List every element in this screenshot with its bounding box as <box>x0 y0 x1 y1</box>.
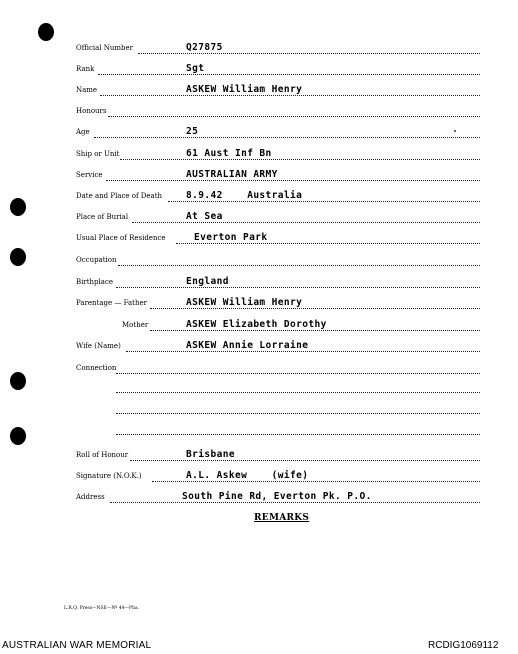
row-usual-residence <box>76 232 480 246</box>
dotted-line <box>100 95 480 96</box>
date-place-death-value: 8.9.42 Australia <box>186 190 303 201</box>
dotted-line <box>150 308 480 309</box>
wife-label: Wife (Name) <box>76 342 121 350</box>
row-honours <box>76 105 480 119</box>
row-signature-nok <box>76 470 480 484</box>
row-parentage-mother <box>76 319 480 333</box>
row-parentage-father <box>76 297 480 311</box>
connection-line-4 <box>116 434 480 435</box>
dotted-line <box>150 330 480 331</box>
row-connection <box>76 362 480 376</box>
connection-line-3 <box>116 413 480 414</box>
dotted-line <box>120 159 480 160</box>
punch-hole-3 <box>10 372 26 390</box>
honours-label: Honours <box>76 107 107 115</box>
row-birthplace <box>76 276 480 290</box>
parentage-father-label: Parentage — Father <box>76 299 147 307</box>
place-of-burial-label: Place of Burial <box>76 213 129 221</box>
dotted-line <box>116 287 480 288</box>
connection-line-2 <box>116 392 480 393</box>
ship-or-unit-label: Ship or Unit <box>76 150 120 158</box>
name-value: ASKEW William Henry <box>186 84 303 95</box>
row-address <box>76 491 480 505</box>
dotted-line <box>108 116 480 117</box>
service-value: AUSTRALIAN ARMY <box>186 169 278 180</box>
birthplace-label: Birthplace <box>76 278 114 286</box>
parentage-father-value: ASKEW William Henry <box>186 297 303 308</box>
dotted-line <box>138 53 480 54</box>
place-of-burial-value: At Sea <box>186 211 223 222</box>
signature-nok-label: Signature (N.O.K.) <box>76 472 142 480</box>
row-occupation <box>76 254 480 268</box>
row-wife <box>76 340 480 354</box>
footer-source: AUSTRALIAN WAR MEMORIAL <box>2 640 152 651</box>
service-label: Service <box>76 171 103 179</box>
dotted-line <box>106 180 480 181</box>
dotted-line <box>94 137 480 138</box>
occupation-label: Occupation <box>76 256 117 264</box>
usual-residence-value: Everton Park <box>194 232 268 243</box>
footer-id: RCDIG1069112 <box>428 640 499 651</box>
signature-nok-value: A.L. Askew (wife) <box>186 470 309 481</box>
punch-hole-2 <box>10 248 26 266</box>
dotted-line <box>110 502 480 503</box>
parentage-mother-label: Mother <box>122 321 149 329</box>
dotted-line <box>130 460 480 461</box>
row-age <box>76 126 480 140</box>
dotted-line <box>116 373 480 374</box>
dotted-line <box>176 243 480 244</box>
birthplace-value: England <box>186 276 229 287</box>
punch-hole-1 <box>10 198 26 216</box>
connection-label: Connection <box>76 364 117 372</box>
usual-residence-label: Usual Place of Residence <box>76 234 166 242</box>
address-label: Address <box>76 493 105 501</box>
dotted-line <box>168 201 480 202</box>
dotted-line <box>118 265 480 266</box>
name-label: Name <box>76 86 98 94</box>
ship-or-unit-value: 61 Aust Inf Bn <box>186 148 272 159</box>
roll-of-honour-label: Roll of Honour <box>76 451 129 459</box>
wife-value: ASKEW Annie Lorraine <box>186 340 309 351</box>
row-place-of-burial <box>76 211 480 225</box>
row-service <box>76 169 480 183</box>
dotted-line <box>126 351 480 352</box>
address-value: South Pine Rd, Everton Pk. P.O. <box>182 491 372 502</box>
form-number: L.R.Q. Press—NSE—Nº 44—Pha. <box>64 606 140 611</box>
row-official-number <box>76 42 480 56</box>
row-date-place-death <box>76 190 480 204</box>
parentage-mother-value: ASKEW Elizabeth Dorothy <box>186 319 327 330</box>
official-number-value: Q27875 <box>186 42 223 53</box>
row-ship-or-unit <box>76 148 480 162</box>
punch-hole-4 <box>10 427 26 445</box>
roll-of-honour-value: Brisbane <box>186 449 235 460</box>
dotted-line <box>98 74 480 75</box>
punch-hole-top <box>38 23 54 41</box>
row-roll-of-honour <box>76 449 480 463</box>
row-name <box>76 84 480 98</box>
rank-value: Sgt <box>186 63 205 74</box>
age-value: 25 <box>186 126 199 137</box>
age-label: Age <box>76 128 90 136</box>
rank-label: Rank <box>76 65 95 73</box>
date-place-death-label: Date and Place of Death <box>76 192 163 200</box>
dotted-line <box>152 481 480 482</box>
dotted-line <box>132 222 480 223</box>
official-number-label: Official Number <box>76 44 133 52</box>
row-rank <box>76 63 480 77</box>
remarks-heading: REMARKS <box>254 513 310 523</box>
